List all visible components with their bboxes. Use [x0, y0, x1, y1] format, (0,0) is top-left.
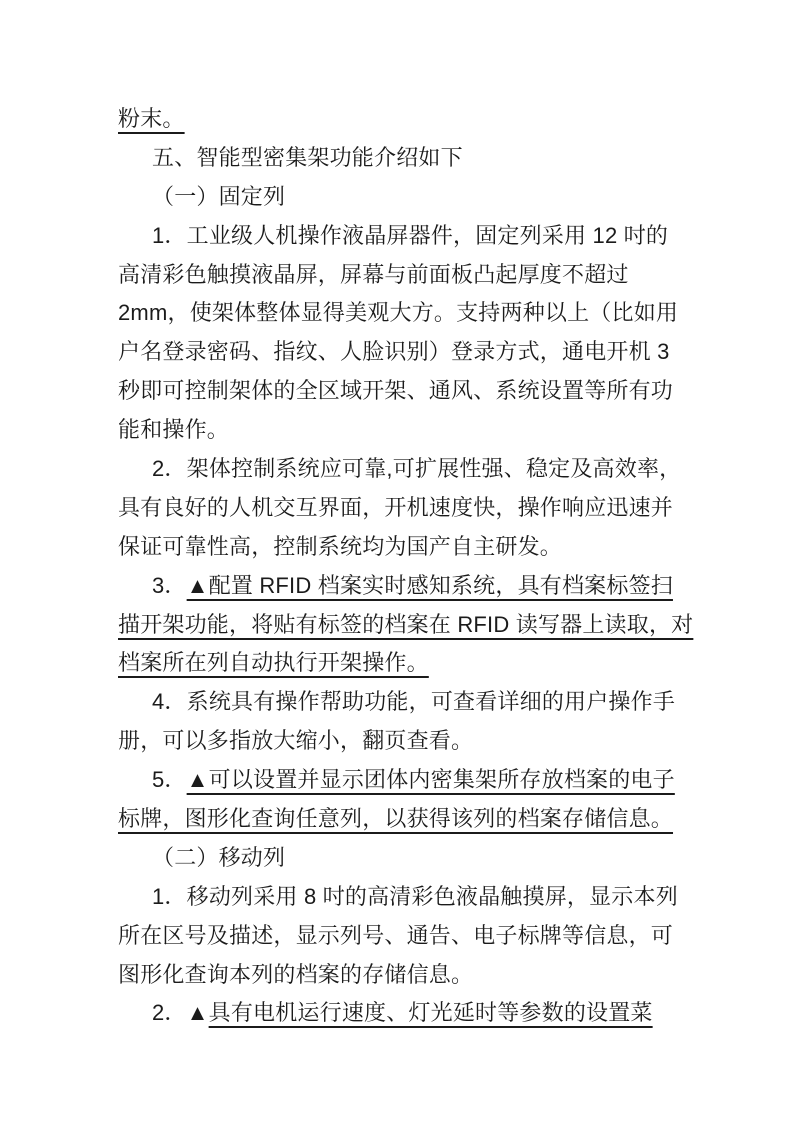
underlined-text: 具有电机运行速度、灯光延时等参数的设置菜	[208, 1000, 653, 1026]
text-segment: 1．工业级人机操作液晶屏器件，固定列采用 12 吋的	[152, 222, 669, 248]
text-line	[118, 683, 684, 722]
text-line	[118, 528, 684, 567]
text-segment: 2．架体控制系统应可靠,可扩展性强、稳定及高效率，	[152, 456, 682, 482]
text-line	[118, 956, 684, 995]
text-line	[118, 567, 684, 606]
text-line	[118, 839, 684, 878]
text-segment: 秒即可控制架体的全区域开架、通风、系统设置等所有功	[118, 378, 674, 404]
underlined-text: ▲可以设置并显示团体内密集架所存放档案的电子	[186, 767, 675, 793]
text-line	[118, 878, 684, 917]
text-segment: 具有良好的人机交互界面，开机速度快，操作响应迅速并	[118, 494, 674, 520]
text-line	[118, 722, 684, 761]
text-line	[118, 411, 684, 450]
text-line	[118, 489, 684, 528]
text-line	[118, 606, 694, 645]
text-segment: 保证可靠性高，控制系统均为国产自主研发。	[118, 533, 563, 559]
text-segment: 3．	[152, 572, 187, 598]
text-line	[118, 139, 684, 178]
text-line	[118, 100, 684, 139]
text-segment: 户名登录密码、指纹、人脸识别）登录方式，通电开机 3	[118, 339, 670, 365]
text-segment: 图形化查询本列的档案的存储信息。	[118, 961, 474, 987]
text-line	[118, 333, 684, 372]
text-segment: 所在区号及描述，显示列号、通告、电子标牌等信息，可	[118, 922, 674, 948]
text-segment: 能和操作。	[118, 417, 230, 443]
underlined-text: 标牌，图形化查询任意列，以获得该列的档案存储信息。	[118, 806, 674, 832]
text-line	[118, 294, 684, 333]
underlined-text: ▲配置 RFID 档案实时感知系统，具有档案标签扫	[186, 572, 673, 598]
underlined-text: 粉末。	[118, 106, 185, 131]
underlined-text: 档案所在列自动执行开架操作。	[118, 650, 429, 676]
text-segment: 1．移动列采用 8 吋的高清彩色液晶触摸屏，显示本列	[152, 883, 678, 909]
text-line	[118, 372, 684, 411]
text-segment: 5．	[152, 767, 187, 793]
text-segment: 2．▲	[152, 1000, 209, 1026]
text-segment: （二）移动列	[152, 844, 286, 870]
text-line	[118, 450, 684, 489]
document-body	[118, 100, 694, 1033]
text-line	[118, 917, 684, 956]
text-segment: （一）固定列	[152, 183, 286, 209]
text-line	[118, 178, 684, 217]
text-segment: 册，可以多指放大缩小，翻页查看。	[118, 728, 474, 754]
text-line	[118, 800, 684, 839]
text-segment: 高清彩色触摸液晶屏，屏幕与前面板凸起厚度不超过	[118, 261, 629, 287]
text-line	[118, 644, 684, 683]
text-line	[118, 217, 684, 256]
text-line	[118, 994, 684, 1033]
underlined-text: 描开架功能，将贴有标签的档案在 RFID 读写器上读取，对	[118, 611, 694, 637]
text-segment: 2mm，使架体整体显得美观大方。支持两种以上（比如用	[118, 300, 679, 326]
text-segment: 4．系统具有操作帮助功能，可查看详细的用户操作手	[152, 689, 676, 715]
text-line	[118, 256, 684, 295]
text-line	[118, 761, 684, 800]
text-segment: 五、智能型密集架功能介绍如下	[152, 144, 463, 170]
